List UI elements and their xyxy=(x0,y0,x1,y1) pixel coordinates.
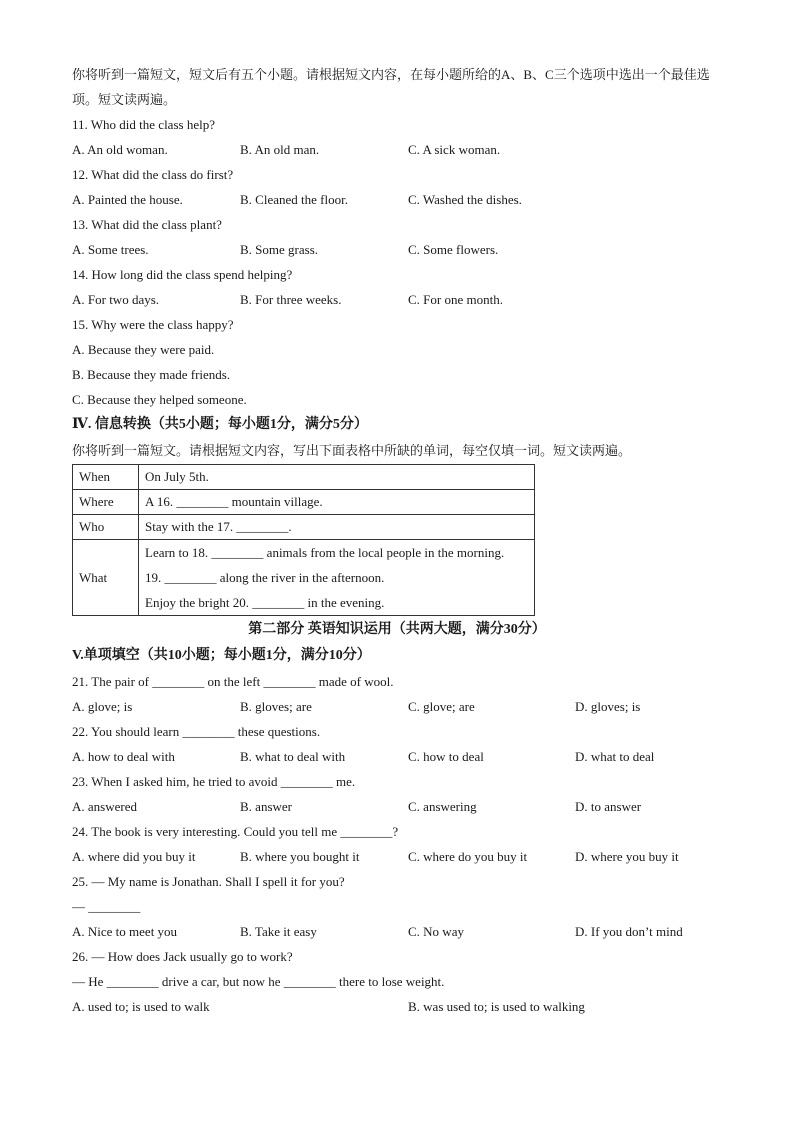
option-c[interactable]: C. where do you buy it xyxy=(408,849,528,864)
table-value xyxy=(139,540,535,616)
question-11: 11. Who did the class help? xyxy=(72,117,215,132)
table-value: Stay with the 17. ________. xyxy=(139,515,535,540)
table-value-line: Learn to 18. ________ animals from the local people in the morning. xyxy=(145,545,505,560)
question-21-options xyxy=(72,694,722,719)
question-22-options xyxy=(72,744,722,769)
option-b[interactable]: B. was used to; is used to walking xyxy=(408,999,585,1014)
option-d[interactable]: D. to answer xyxy=(575,799,642,814)
option-a[interactable]: A. Because they were paid. xyxy=(72,342,215,357)
option-a[interactable]: A. For two days. xyxy=(72,292,160,307)
table-row xyxy=(73,515,535,540)
table-key: What xyxy=(73,540,139,616)
question-25-reply: — ________ xyxy=(72,899,141,914)
question-13: 13. What did the class plant? xyxy=(72,217,222,232)
option-d[interactable]: D. what to deal xyxy=(575,749,655,764)
table-key: Where xyxy=(73,490,139,515)
table-row xyxy=(73,490,535,515)
option-b[interactable]: B. For three weeks. xyxy=(240,292,342,307)
option-d[interactable]: D. gloves; is xyxy=(575,699,641,714)
table-value-line: 19. ________ along the river in the afternoon. xyxy=(145,570,385,585)
option-c[interactable]: C. For one month. xyxy=(408,292,503,307)
part-2-title: 第二部分 英语知识运用（共两大题，满分30分） xyxy=(248,622,546,637)
question-21: 21. The pair of ________ on the left ________ made of wool. xyxy=(72,674,394,689)
option-b[interactable]: B. gloves; are xyxy=(240,699,312,714)
question-25-options xyxy=(72,919,722,944)
question-26: 26. — How does Jack usually go to work? xyxy=(72,949,293,964)
option-c[interactable]: C. Some flowers. xyxy=(408,242,499,257)
option-c[interactable]: C. answering xyxy=(408,799,477,814)
question-14: 14. How long did the class spend helping? xyxy=(72,267,293,282)
option-a[interactable]: A. An old woman. xyxy=(72,142,168,157)
question-23: 23. When I asked him, he tried to avoid ________ me. xyxy=(72,774,356,789)
option-d[interactable]: D. If you don’t mind xyxy=(575,924,683,939)
option-c[interactable]: C. A sick woman. xyxy=(408,142,501,157)
section-5-title: V.单项填空（共10小题；每小题1分，满分10分） xyxy=(72,648,371,663)
table-key: Who xyxy=(73,515,139,540)
option-c[interactable]: C. glove; are xyxy=(408,699,475,714)
option-c[interactable]: C. Because they helped someone. xyxy=(72,392,247,407)
table-value: On July 5th. xyxy=(139,465,535,490)
option-b[interactable]: B. Take it easy xyxy=(240,924,317,939)
option-d[interactable]: D. where you buy it xyxy=(575,849,679,864)
option-c[interactable]: C. Washed the dishes. xyxy=(408,192,522,207)
question-11-options xyxy=(72,137,722,162)
option-b[interactable]: B. what to deal with xyxy=(240,749,346,764)
option-b[interactable]: B. An old man. xyxy=(240,142,320,157)
option-c[interactable]: C. how to deal xyxy=(408,749,484,764)
question-26-options xyxy=(72,994,722,1019)
table-row xyxy=(73,540,535,616)
option-a[interactable]: A. where did you buy it xyxy=(72,849,196,864)
info-table xyxy=(72,464,535,616)
question-15: 15. Why were the class happy? xyxy=(72,317,234,332)
option-c[interactable]: C. No way xyxy=(408,924,464,939)
question-26-reply: — He ________ drive a car, but now he ________ there to lose weight. xyxy=(72,974,445,989)
option-b[interactable]: B. where you bought it xyxy=(240,849,360,864)
option-a[interactable]: A. Nice to meet you xyxy=(72,924,178,939)
question-12-options xyxy=(72,187,722,212)
exam-page xyxy=(72,62,722,1019)
question-23-options xyxy=(72,794,722,819)
question-12: 12. What did the class do first? xyxy=(72,167,234,182)
question-24-options xyxy=(72,844,722,869)
option-b[interactable]: B. Some grass. xyxy=(240,242,318,257)
option-a[interactable]: A. Painted the house. xyxy=(72,192,183,207)
table-value: A 16. ________ mountain village. xyxy=(139,490,535,515)
question-14-options xyxy=(72,287,722,312)
table-key: When xyxy=(73,465,139,490)
option-b[interactable]: B. Because they made friends. xyxy=(72,367,231,382)
question-22: 22. You should learn ________ these questions. xyxy=(72,724,321,739)
section-4-title: Ⅳ. 信息转换（共5小题；每小题1分，满分5分） xyxy=(72,417,368,432)
question-24: 24. The book is very interesting. Could you tell me ________? xyxy=(72,824,399,839)
option-a[interactable]: A. Some trees. xyxy=(72,242,149,257)
question-13-options xyxy=(72,237,722,262)
option-b[interactable]: B. answer xyxy=(240,799,292,814)
question-25: 25. — My name is Jonathan. Shall I spell it for you? xyxy=(72,874,345,889)
section-4-instructions: 你将听到一篇短文。请根据短文内容，写出下面表格中所缺的单词，每空仅填一词。短文读两遍。 xyxy=(72,443,632,458)
option-a[interactable]: A. used to; is used to walk xyxy=(72,999,210,1014)
option-a[interactable]: A. answered xyxy=(72,799,137,814)
table-value-line: Enjoy the bright 20. ________ in the evening. xyxy=(145,595,385,610)
option-a[interactable]: A. how to deal with xyxy=(72,749,175,764)
table-row xyxy=(73,465,535,490)
option-a[interactable]: A. glove; is xyxy=(72,699,133,714)
section-3-instructions: 你将听到一篇短文，短文后有五个小题。请根据短文内容，在每小题所给的A、B、C三个选项中选出一个最佳选项。短文读两遍。 xyxy=(72,67,710,107)
option-b[interactable]: B. Cleaned the floor. xyxy=(240,192,348,207)
